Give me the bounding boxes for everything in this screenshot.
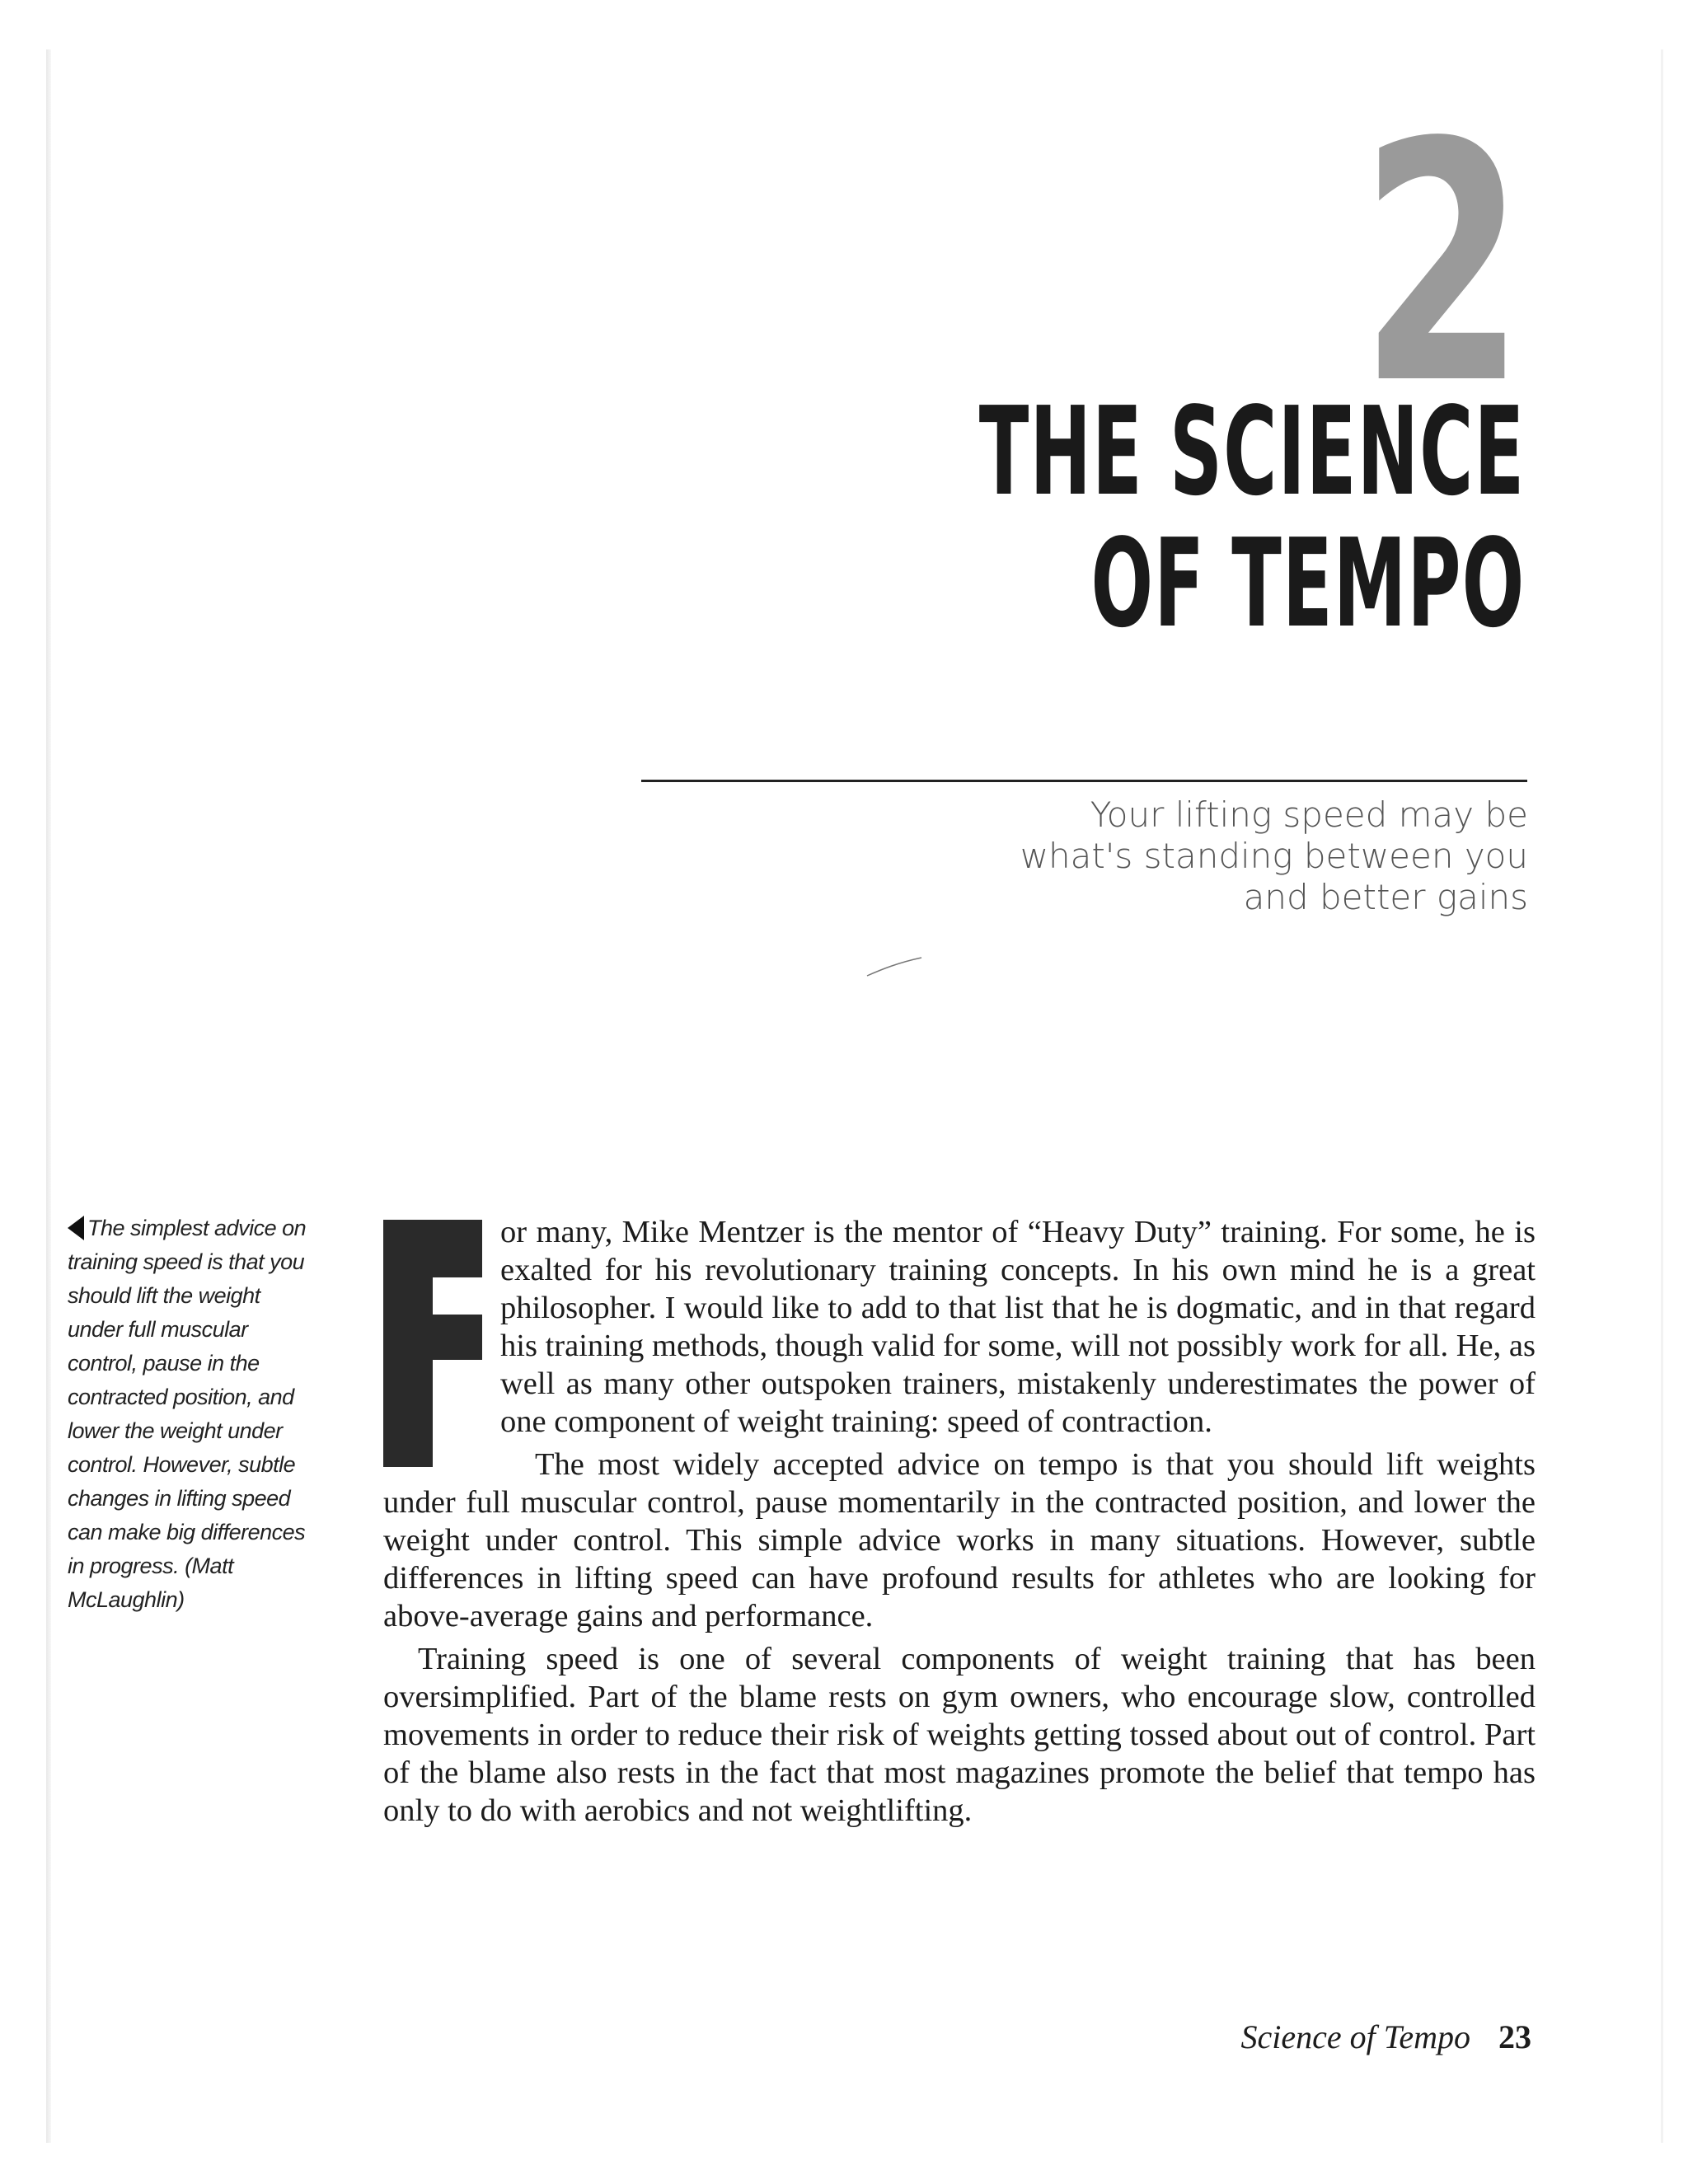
chapter-title xyxy=(978,381,1525,654)
scan-edge-left xyxy=(46,49,51,2143)
body-paragraph-2: The most widely accepted advice on tempo is that you should lift weights under full muscular control, pause momentarily in the contracted position, and lower the weight under control. This simple advice works in many situations. However, subtle differences in lifting speed can have profound results for athletes who are looking for above-average gains and performance. xyxy=(383,1447,1536,1633)
subtitle-line-1: Your lifting speed may be xyxy=(1090,794,1528,835)
title-divider-rule xyxy=(641,780,1527,782)
chapter-body xyxy=(383,1213,1536,1830)
paragraph-1-text: or many, Mike Mentzer is the mentor of “Heavy Duty” training. For some, he is exalted for his revolutionary training concepts. In his own mind he is a great philosopher. I would like to add to that list that he is dogmatic, and in that regard his training methods, though valid for some, will not possibly work for all. He, as well as many other outspoken trainers, mistakenly underestimates the power of one component of weight training: speed of contraction. xyxy=(500,1215,1536,1439)
page-number: 23 xyxy=(1498,2018,1531,2055)
drop-cap xyxy=(383,1220,482,1467)
left-triangle-arrow-icon xyxy=(68,1216,84,1240)
body-paragraph-1 xyxy=(383,1213,1536,1441)
margin-caption xyxy=(68,1212,307,1617)
scan-edge-right xyxy=(1661,49,1663,2143)
subtitle-line-2: what's standing between you xyxy=(1020,836,1528,876)
chapter-subtitle xyxy=(951,794,1528,918)
running-head: Science of Tempo xyxy=(1240,2018,1470,2055)
page-footer xyxy=(1241,2018,1531,2056)
chapter-title-line-1: THE SCIENCE xyxy=(978,381,1525,523)
drop-cap-letter xyxy=(383,1220,384,1221)
caption-text: The simplest advice on training speed is that you should lift the weight under full muscular control, pause in the contracted position, and lower the weight under control. However, subtle changes in lifting speed can make big differences in progress. (Matt McLaughlin) xyxy=(68,1216,307,1612)
subtitle-line-3: and better gains xyxy=(1243,877,1528,917)
chapter-number: 2 xyxy=(1359,73,1525,457)
chapter-title-line-2: OF TEMPO xyxy=(1090,513,1525,654)
pen-stray-mark xyxy=(865,954,923,979)
body-paragraph-3: Training speed is one of several components of weight training that has been oversimplified. Part of the blame rests on gym owners, who encourage slow, controlled movements in order to reduce their risk of weights getting tossed about out of control. Part of the blame also rests in the fact that most magazines promote the belief that tempo has only to do with aerobics and not weightlifting. xyxy=(383,1642,1536,1828)
